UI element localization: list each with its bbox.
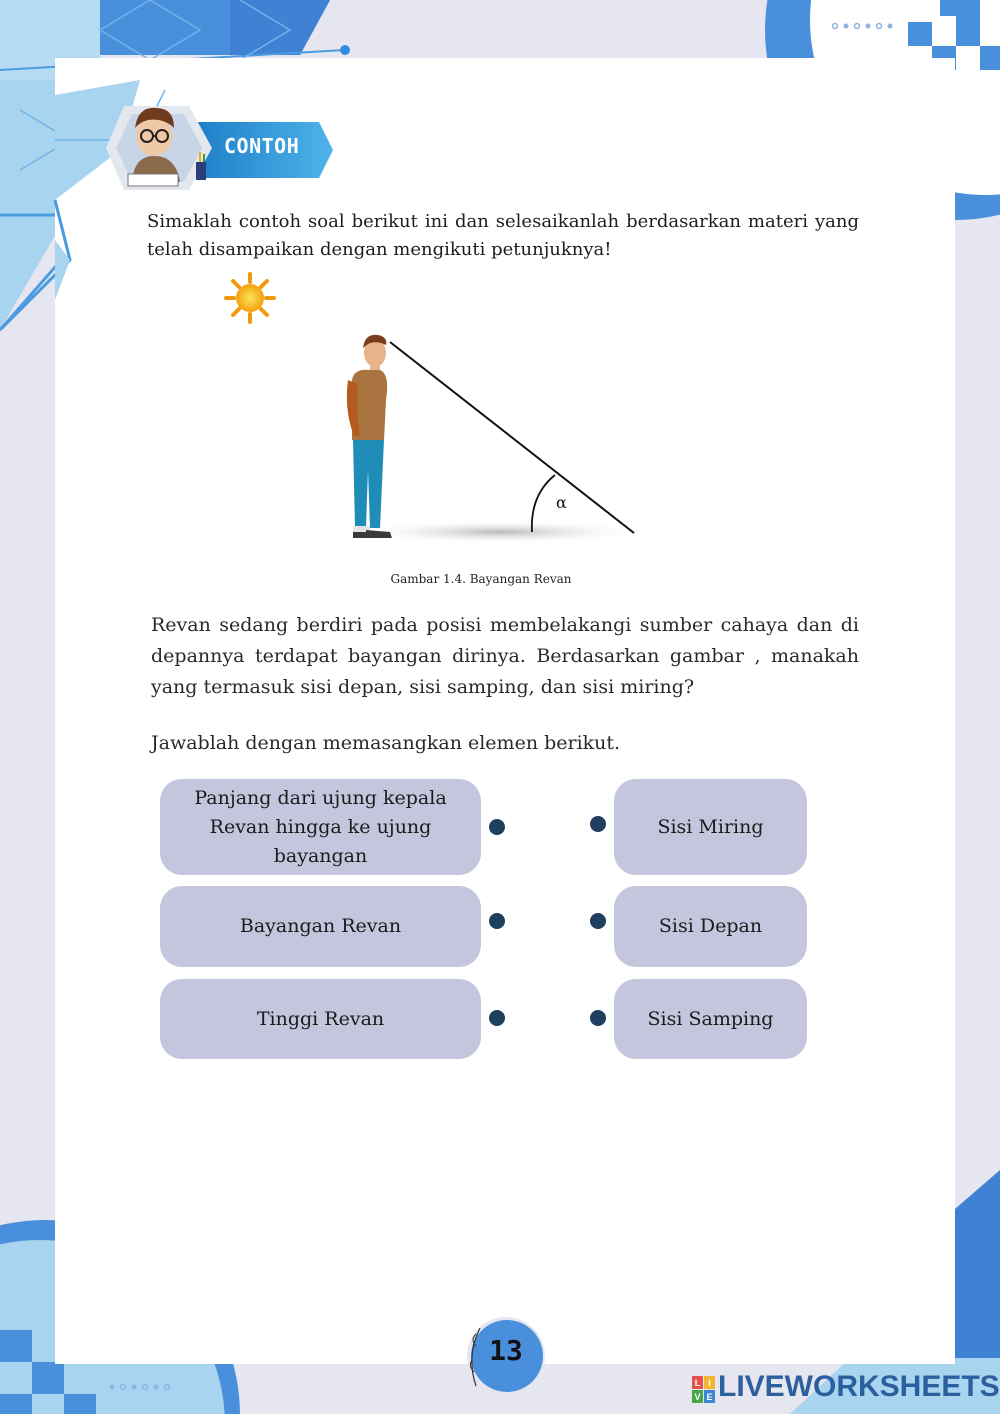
match-right-label: Sisi Depan: [658, 915, 763, 937]
badge-letter: L: [694, 1378, 701, 1388]
match-left-connector[interactable]: [489, 819, 505, 835]
match-right-connector[interactable]: [590, 1010, 606, 1026]
badge-letter: I: [708, 1378, 711, 1388]
shadow-figure: [220, 270, 680, 560]
match-right-item[interactable]: [614, 979, 807, 1059]
match-left-item[interactable]: [160, 886, 481, 967]
question-paragraph: Revan sedang berdiri pada posisi membelakangi sumber cahaya dan di depannya terdapat bayangan dirinya. Berdasarkan gambar , manakah yang termasuk sisi depan, sisi samping, dan sisi miring?: [151, 614, 859, 698]
match-right-label: Sisi Samping: [647, 1007, 774, 1030]
badge-letter: V: [694, 1392, 701, 1402]
brand-wordmark[interactable]: LIVEWORKSHEETS: [718, 1370, 1000, 1403]
section-label: CONTOH: [224, 134, 300, 158]
liveworksheets-logo-icon: [692, 1376, 716, 1404]
person-figure: [347, 335, 392, 538]
sun-icon: [226, 274, 274, 322]
angle-label: α: [556, 493, 567, 512]
match-right-item[interactable]: [614, 886, 807, 967]
match-right-label: Sisi Miring: [657, 815, 764, 838]
match-left-label: Panjang dari ujung kepala Revan hingga ke ujung bayangan: [194, 786, 447, 867]
student-writing-icon: [104, 96, 214, 196]
match-right-connector[interactable]: [590, 913, 606, 929]
intro-paragraph: Simaklah contoh soal berikut ini dan selesaikanlah berdasarkan materi yang telah disampaikan dengan mengikuti petunjuknya!: [147, 211, 859, 260]
match-left-connector[interactable]: [489, 1010, 505, 1026]
instruction-text: Jawablah dengan memasangkan elemen berikut.: [151, 732, 621, 754]
match-left-label: Tinggi Revan: [256, 1007, 385, 1030]
match-right-connector[interactable]: [590, 816, 606, 832]
match-left-item[interactable]: [160, 779, 481, 875]
page-number: 13: [489, 1334, 523, 1367]
match-left-connector[interactable]: [489, 913, 505, 929]
match-right-item[interactable]: [614, 779, 807, 875]
match-left-item[interactable]: [160, 979, 481, 1059]
badge-letter: E: [706, 1392, 713, 1402]
figure-caption: Gambar 1.4. Bayangan Revan: [390, 572, 572, 586]
match-left-label: Bayangan Revan: [239, 915, 402, 937]
